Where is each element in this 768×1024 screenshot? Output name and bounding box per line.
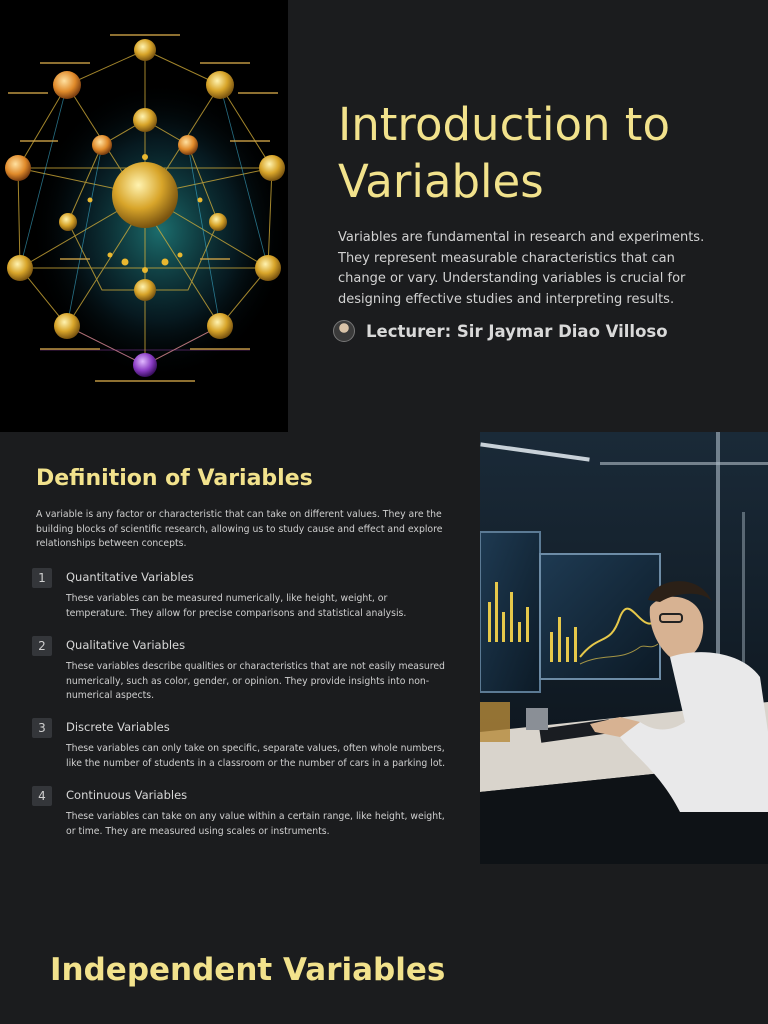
item-title: Qualitative Variables [66, 638, 186, 652]
lecturer-credit [333, 320, 668, 342]
definition-intro: A variable is any factor or characteristic that can take on different values. They are the building blocks of scientific research, allowing us to study cause and effect and explore relationships between concepts. [36, 509, 443, 550]
item-number: 2 [32, 636, 52, 656]
item-title: Quantitative Variables [66, 570, 194, 584]
title-line-1: Introduction to [338, 98, 670, 151]
definition-title: Definition of Variables [36, 466, 313, 491]
lecturer-name: Lecturer: Sir Jaymar Diao Villoso [366, 321, 668, 341]
presentation-title [338, 96, 738, 210]
item-title: Continuous Variables [66, 788, 188, 802]
item-title: Discrete Variables [66, 720, 170, 734]
intro-paragraph: Variables are fundamental in research and experiments. They represent measurable characteristics that can change or vary. Understanding variables is crucial for designing effective studies and interpreting results. [338, 230, 705, 307]
slide-intro [0, 0, 768, 432]
item-number: 3 [32, 718, 52, 738]
item-number: 1 [32, 568, 52, 588]
item-description: These variables describe qualities or characteristics that are not easily measured numerically, such as color, gender, or opinion. They provide insights into non-numerical aspects. [66, 661, 445, 702]
title-line-2: Variables [338, 155, 544, 208]
item-description: These variables can take on any value within a certain range, like height, weight, or time. They are measured using scales or instruments. [66, 811, 445, 837]
item-description: These variables can only take on specific, separate values, often whole numbers, like the number of students in a classroom or the number of cars in a parking lot. [66, 743, 446, 769]
scientist-lab-image [480, 432, 768, 864]
slide-definition [0, 432, 768, 864]
independent-variables-title: Independent Variables [50, 952, 446, 988]
avatar [333, 320, 355, 342]
item-description: These variables can be measured numerically, like height, weight, or temperature. They allow for precise comparisons and statistical analysis. [66, 593, 407, 619]
item-number: 4 [32, 786, 52, 806]
network-illustration-image [0, 0, 288, 432]
